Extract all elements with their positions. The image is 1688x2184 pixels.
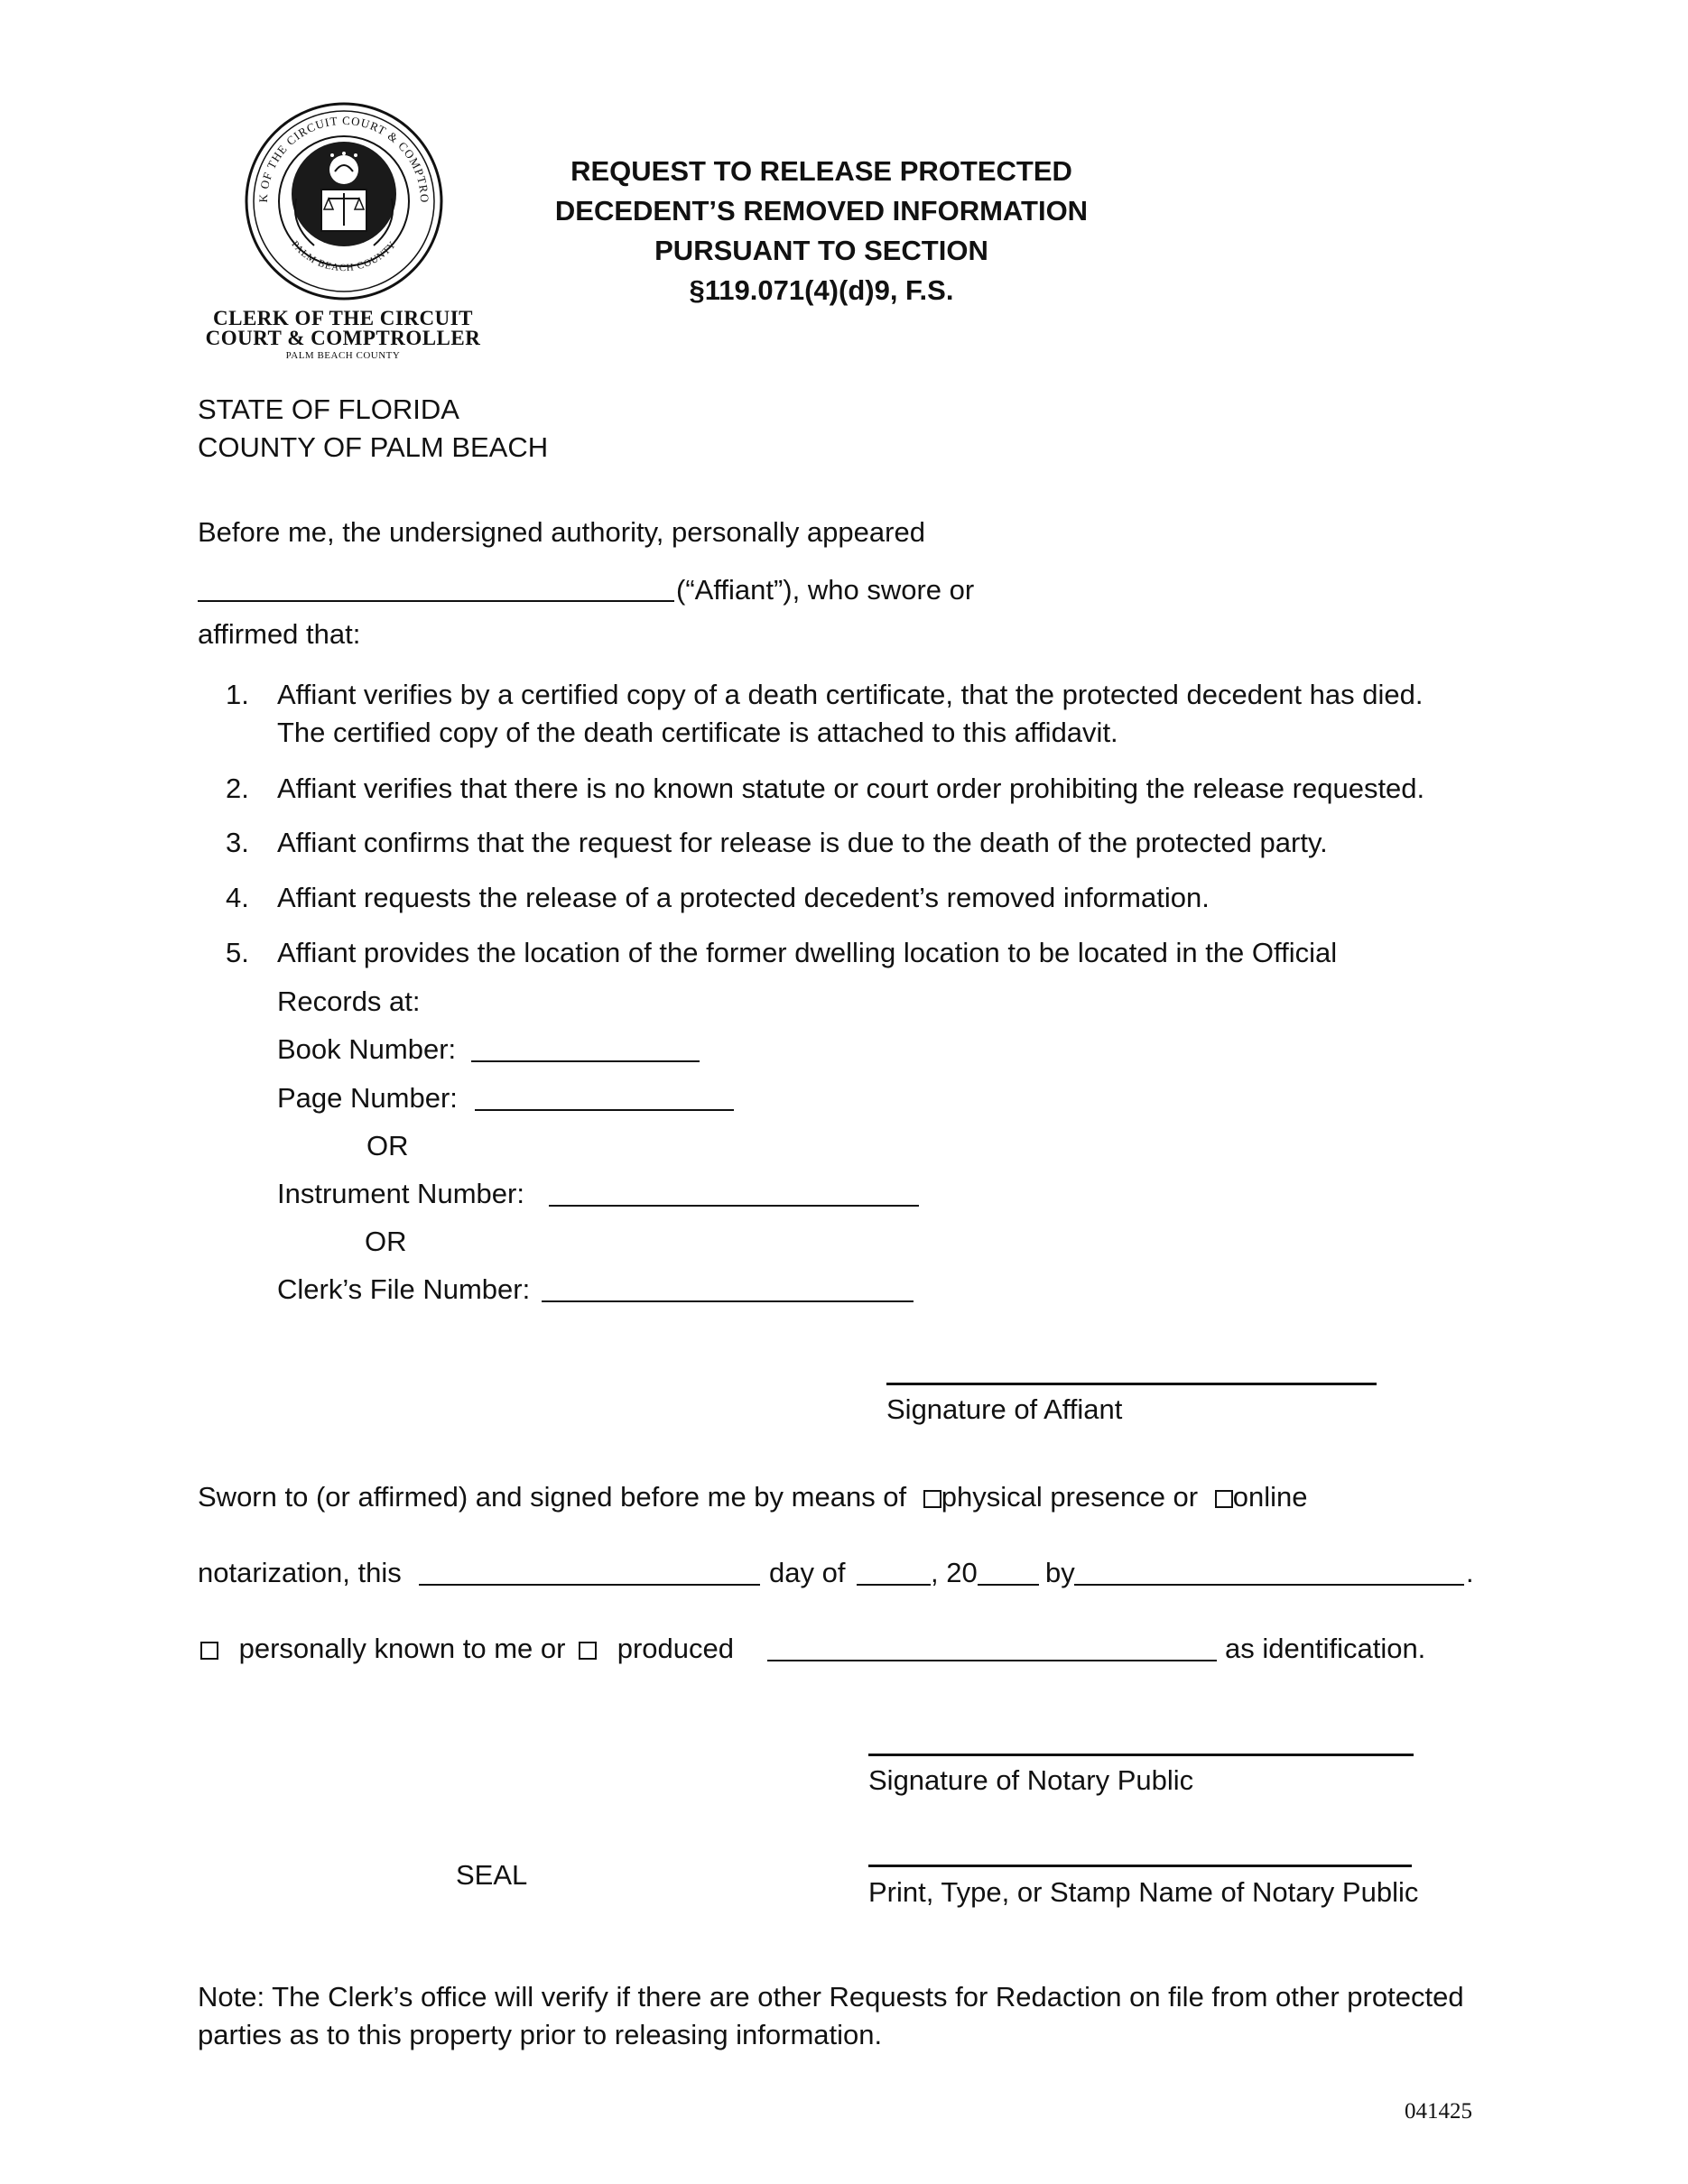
item-3-text: Affiant confirms that the request for release is due to the death of the protected party. xyxy=(277,827,1328,858)
svg-text:CLERK OF THE CIRCUIT COURT & C: K OF THE CIRCUIT COURT & COMPTRO xyxy=(255,113,432,204)
svg-text:PALM BEACH COUNTY: PALM BEACH COUNTY xyxy=(289,238,399,274)
personally-known-checkbox[interactable] xyxy=(200,1642,218,1660)
notary-print-name-label: Print, Type, or Stamp Name of Notary Public xyxy=(868,1876,1419,1908)
year-prefix-label: , 20 xyxy=(931,1557,978,1588)
item-2-text: Affiant verifies that there is no known statute or court order prohibiting the release requested. xyxy=(277,773,1425,804)
or-separator-1: OR xyxy=(366,1130,409,1161)
identification-type-field[interactable] xyxy=(767,1660,1217,1661)
item-4-number: 4. xyxy=(226,882,249,913)
identification-line xyxy=(200,1633,734,1665)
item-5-number: 5. xyxy=(226,937,249,968)
sworn-line xyxy=(198,1481,1308,1513)
document-title xyxy=(505,152,1137,310)
item-1-text: Affiant verifies by a certified copy of a death certificate, that the protected decedent has died. xyxy=(277,679,1424,710)
intro-line-3: affirmed that: xyxy=(198,618,361,650)
instrument-number-field[interactable] xyxy=(549,1205,919,1207)
notary-signature-label: Signature of Notary Public xyxy=(868,1764,1194,1796)
month-field[interactable] xyxy=(857,1584,931,1586)
note-line-1: Note: The Clerk’s office will verify if there are other Requests for Redaction on file from other protected xyxy=(198,1981,1464,2013)
personally-known-label: personally known to me or xyxy=(238,1633,566,1664)
notary-signature-line[interactable] xyxy=(868,1754,1414,1756)
day-of-label: day of xyxy=(769,1557,846,1588)
notary-print-name-line[interactable] xyxy=(868,1865,1412,1867)
title-line-1: REQUEST TO RELEASE PROTECTED xyxy=(570,155,1072,187)
affiant-signature-label: Signature of Affiant xyxy=(886,1393,1123,1425)
item-1-number: 1. xyxy=(226,679,249,710)
form-code: 041425 xyxy=(1405,2099,1472,2124)
by-name-field[interactable] xyxy=(1074,1584,1464,1586)
item-2-number: 2. xyxy=(226,773,249,804)
book-number-label: Book Number: xyxy=(277,1033,457,1065)
title-line-2: DECEDENT’S REMOVED INFORMATION xyxy=(554,195,1089,227)
produced-checkbox[interactable] xyxy=(579,1642,597,1660)
venue-state: STATE OF FLORIDA xyxy=(198,393,459,425)
logo-text-line2: COURT & COMPTROLLER xyxy=(205,327,481,349)
affiant-signature-line[interactable] xyxy=(886,1383,1377,1385)
logo-text-line3: PALM BEACH COUNTY xyxy=(285,350,401,361)
sworn-text: Sworn to (or affirmed) and signed before me by means of xyxy=(198,1481,907,1513)
online-label: online xyxy=(1232,1481,1308,1513)
note-line-2: parties as to this property prior to releasing information. xyxy=(198,2019,883,2050)
item-4-text: Affiant requests the release of a protected decedent’s removed information. xyxy=(277,882,1210,913)
as-identification-label: as identification. xyxy=(1225,1633,1426,1664)
notarization-this-label: notarization, this xyxy=(198,1557,402,1588)
seal-emblem-icon xyxy=(242,99,446,303)
logo-text-line1: CLERK OF THE CIRCUIT xyxy=(213,307,473,329)
notarization-day-field[interactable] xyxy=(419,1584,760,1586)
online-checkbox[interactable] xyxy=(1215,1490,1233,1508)
item-1-text-cont: The certified copy of the death certificate is attached to this affidavit. xyxy=(277,717,1118,748)
intro-line-1: Before me, the undersigned authority, personally appeared xyxy=(198,516,925,548)
item-5-text-cont: Records at: xyxy=(277,986,421,1017)
clerks-file-number-label: Clerk’s File Number: xyxy=(277,1273,531,1305)
year-field[interactable] xyxy=(978,1584,1039,1586)
by-label: by xyxy=(1045,1557,1075,1588)
physical-presence-label: physical presence or xyxy=(941,1481,1199,1513)
intro-affiant-suffix: (“Affiant”), who swore or xyxy=(676,574,975,606)
page-number-field[interactable] xyxy=(475,1109,734,1111)
affiant-name-field[interactable] xyxy=(198,600,674,602)
physical-presence-checkbox[interactable] xyxy=(923,1490,941,1508)
venue-county: COUNTY OF PALM BEACH xyxy=(198,431,549,463)
produced-label: produced xyxy=(617,1633,734,1664)
clerks-file-number-field[interactable] xyxy=(542,1300,914,1302)
item-5-text: Affiant provides the location of the former dwelling location to be located in the Official xyxy=(277,937,1338,968)
page-number-label: Page Number: xyxy=(277,1082,458,1114)
clerk-seal-logo xyxy=(242,99,446,303)
or-separator-2: OR xyxy=(365,1226,407,1257)
item-3-number: 3. xyxy=(226,827,249,858)
title-line-3: PURSUANT TO SECTION xyxy=(654,235,988,266)
notarization-period: . xyxy=(1466,1557,1474,1588)
instrument-number-label: Instrument Number: xyxy=(277,1178,524,1209)
title-line-4: §119.071(4)(d)9, F.S. xyxy=(689,274,954,306)
seal-label: SEAL xyxy=(456,1859,528,1891)
book-number-field[interactable] xyxy=(471,1060,700,1062)
